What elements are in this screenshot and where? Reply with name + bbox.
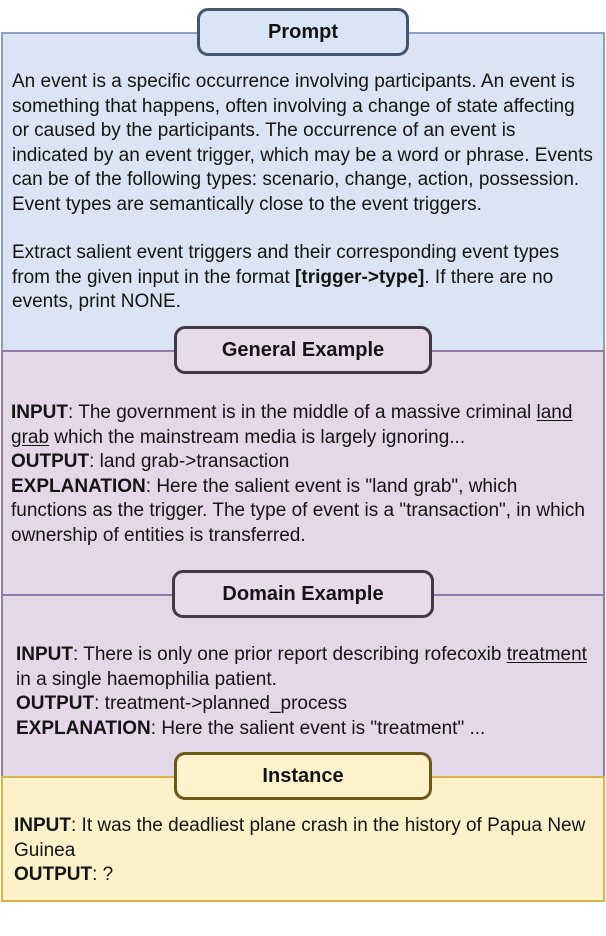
section-instance [1,764,605,902]
section-general-example [1,338,605,596]
input-label: INPUT [16,644,73,665]
explanation-label: EXPLANATION [11,475,146,497]
general-output-line [11,450,594,475]
general-input-line [11,401,594,450]
general-example-content [3,352,603,548]
section-tab-prompt-label: Prompt [268,20,338,43]
explanation-text: : Here the salient event is "treatment" ... [150,717,486,739]
output-text: : land grab->transaction [89,451,290,472]
section-tab-domain-example [172,570,434,618]
input-pre: : The government is in the middle of a massive criminal [68,402,537,423]
input-label: INPUT [11,402,68,423]
domain-output-line [16,692,594,717]
section-tab-instance-label: Instance [262,764,344,787]
domain-explanation-line [16,717,594,742]
section-domain-example [1,582,605,778]
instance-output-line [14,863,594,888]
output-text: : ? [92,864,114,885]
output-text: : treatment->planned_process [94,693,348,714]
input-post: which the mainstream media is largely ignoring... [49,426,466,448]
instruction-pre: Extract salient event triggers and their corresponding event types from the given input in the format [12,242,560,288]
domain-input-line [16,643,594,692]
input-trigger-underline: treatment [506,644,587,665]
explanation-text: : Here the salient event is "land grab", which functions as the trigger. The type of event is a "transaction", in which ownership of entities is transferred. [11,475,585,546]
instruction-post: . If there are no events, print NONE. [12,266,554,312]
general-explanation-line [11,475,594,549]
input-label: INPUT [14,815,71,836]
input-text: : It was the deadliest plane crash in the history of Papua New Guinea [14,815,586,861]
explanation-label: EXPLANATION [16,717,151,739]
section-tab-general-example [174,326,432,374]
instruction-format: [trigger->type] [295,266,425,288]
instance-input-line [14,814,594,863]
section-tab-instance [174,752,432,800]
prompt-instruction-text [12,241,594,315]
prompt-definition-text: An event is a specific occurrence involving participants. An event is something that happens, often involving a change of state affecting or caused by the participants. The occurrence of an event is indicated by an event trigger, which may be a word or phrase. Events can be of the following types: scenario, change, action, possession. Event types are semantically close to the event triggers. [12,71,593,215]
output-label: OUTPUT [14,864,93,885]
section-tab-general-example-label: General Example [221,338,385,361]
prompt-content [3,34,603,315]
section-prompt [1,20,605,352]
section-tab-prompt [197,8,409,56]
output-label: OUTPUT [11,451,90,472]
input-pre: : There is only one prior report describing rofecoxib [73,644,507,665]
output-label: OUTPUT [16,693,95,714]
input-trigger-underline: land grab [11,402,573,448]
prompt-template-figure [0,20,606,902]
section-tab-domain-example-label: Domain Example [222,582,384,605]
input-post: in a single haemophilia patient. [16,668,277,690]
